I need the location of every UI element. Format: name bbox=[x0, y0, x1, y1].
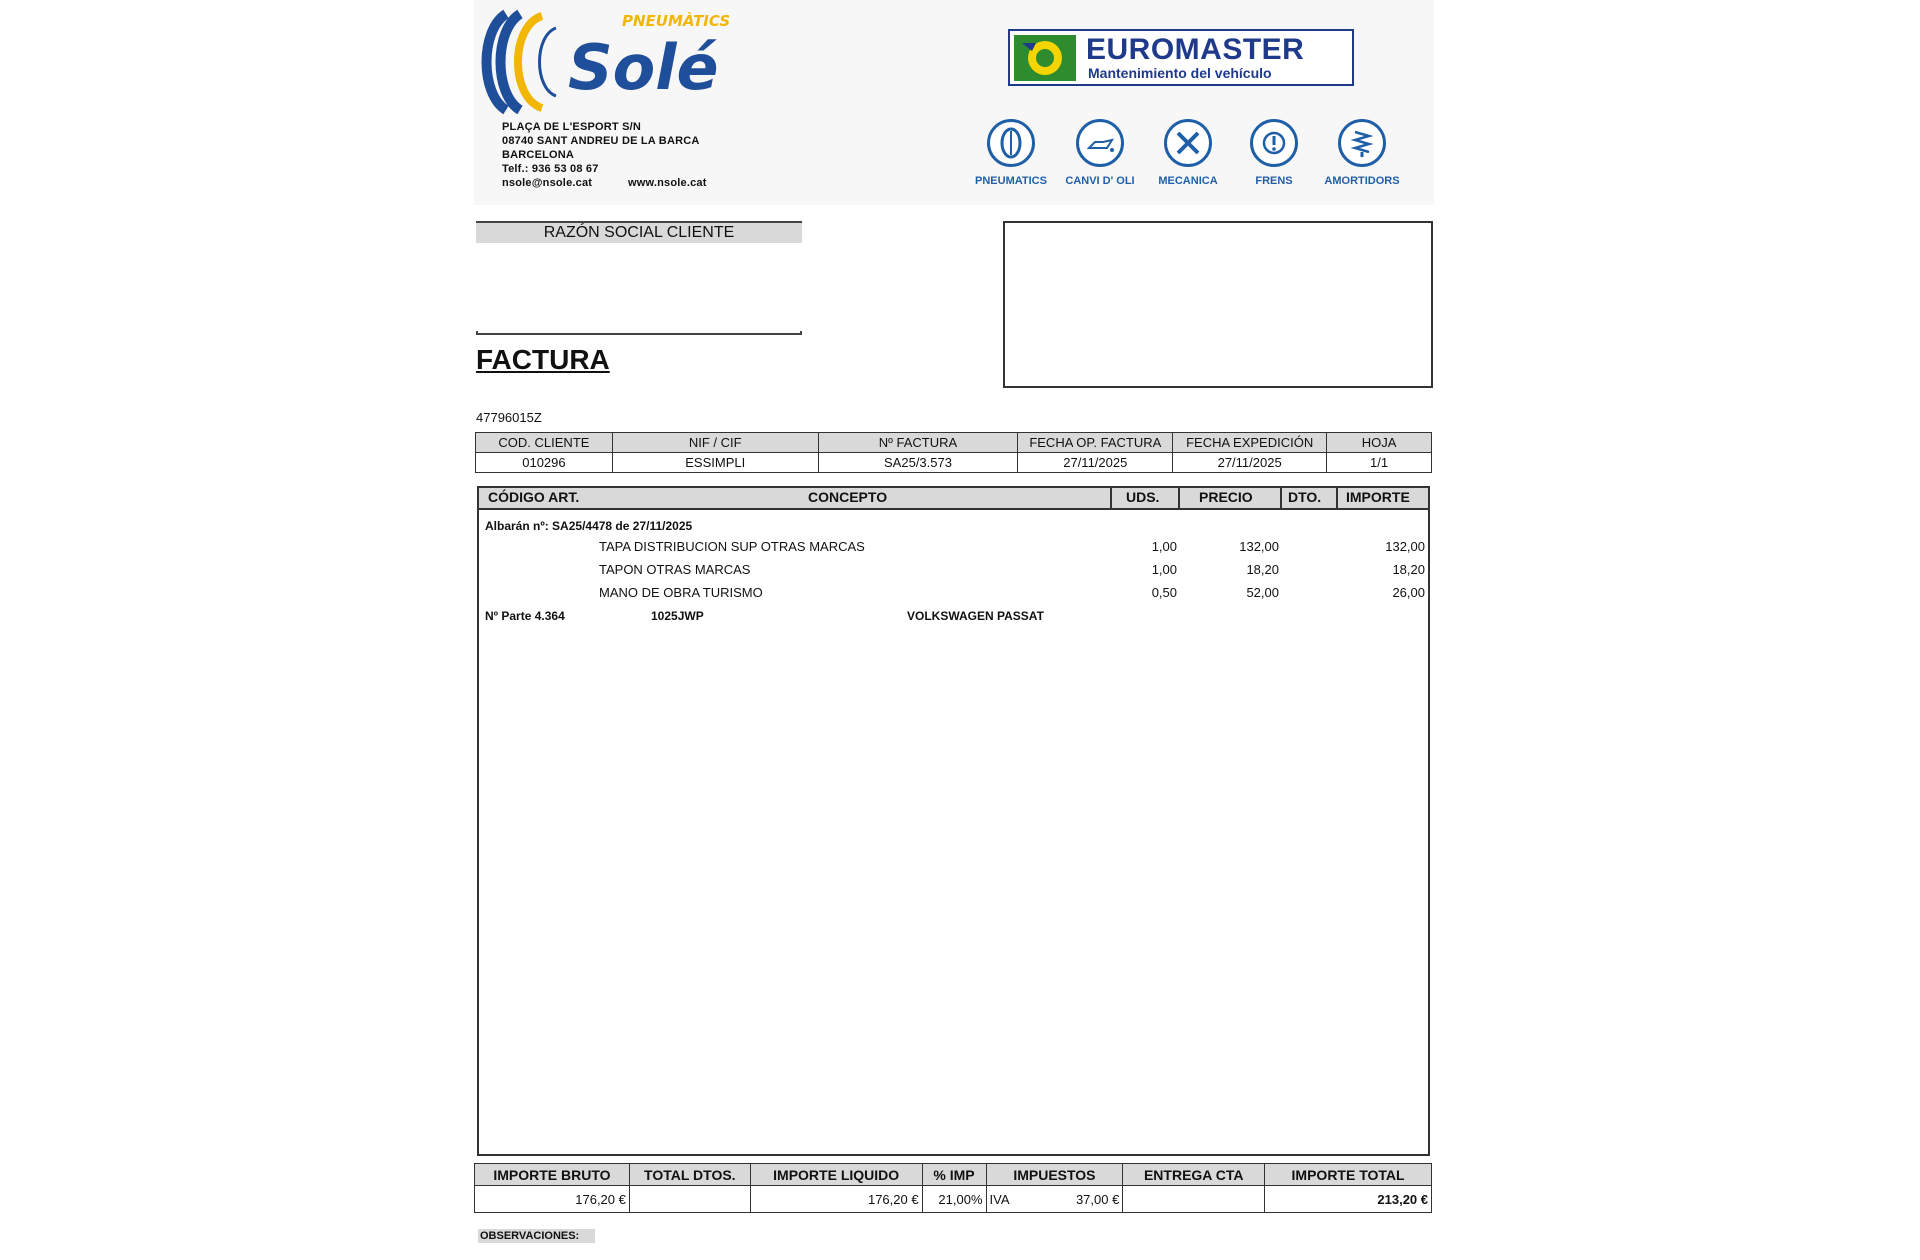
table-header-row bbox=[475, 1164, 1432, 1186]
sole-logo bbox=[476, 6, 752, 118]
tax-name: IVA bbox=[989, 1191, 1010, 1207]
line-item-amount: 18,20 bbox=[1392, 562, 1425, 577]
column-header: Nº FACTURA bbox=[818, 433, 1018, 453]
column-header: COD. CLIENTE bbox=[476, 433, 613, 453]
line-item-description: TAPA DISTRIBUCION SUP OTRAS MARCAS bbox=[599, 539, 865, 554]
issue-date: 27/11/2025 bbox=[1173, 453, 1327, 473]
tax-cell bbox=[986, 1186, 1123, 1213]
vehicle-plate: 1025JWP bbox=[651, 609, 704, 623]
company-address-line: BARCELONA bbox=[502, 149, 575, 161]
column-header: FECHA OP. FACTURA bbox=[1018, 433, 1173, 453]
service-pneumatics bbox=[966, 119, 1056, 187]
column-header: HOJA bbox=[1327, 433, 1432, 453]
company-web: www.nsole.cat bbox=[628, 177, 707, 189]
nif-cif: ESSIMPLI bbox=[612, 453, 818, 473]
invoice-info-table bbox=[475, 432, 1432, 473]
column-header: IMPORTE BRUTO bbox=[475, 1164, 630, 1186]
column-header-discount: DTO. bbox=[1288, 489, 1322, 505]
column-divider bbox=[1336, 488, 1338, 510]
service-label: FRENS bbox=[1255, 175, 1293, 187]
column-divider bbox=[1280, 488, 1282, 510]
client-address-box bbox=[1003, 221, 1433, 388]
company-email: nsole@nsole.cat bbox=[502, 177, 593, 189]
euromaster-name: EUROMASTER bbox=[1086, 33, 1305, 66]
oil-can-icon bbox=[1076, 119, 1124, 167]
line-item-units: 1,00 bbox=[1151, 539, 1177, 554]
table-row bbox=[476, 453, 1432, 473]
euromaster-tagline: Mantenimiento del vehículo bbox=[1088, 65, 1272, 81]
vehicle-model: VOLKSWAGEN PASSAT bbox=[907, 609, 1044, 623]
spring-icon bbox=[1338, 119, 1386, 167]
column-header-amount: IMPORTE bbox=[1346, 489, 1410, 505]
line-item-price: 132,00 bbox=[1239, 539, 1279, 554]
brand-top-text: PNEUMÀTICS bbox=[622, 12, 731, 30]
brand-name-text: Solé bbox=[568, 31, 719, 104]
line-item-description: TAPON OTRAS MARCAS bbox=[599, 562, 751, 577]
service-shock-absorbers bbox=[1317, 119, 1407, 187]
euromaster-logo bbox=[1008, 29, 1354, 86]
column-header: % IMP bbox=[922, 1164, 986, 1186]
client-code: 010296 bbox=[476, 453, 613, 473]
payment-on-account bbox=[1123, 1186, 1265, 1213]
tax-percent: 21,00% bbox=[922, 1186, 986, 1213]
table-header-row bbox=[476, 433, 1432, 453]
tyre-icon bbox=[987, 119, 1035, 167]
client-nif: 47796015Z bbox=[476, 410, 542, 425]
column-header: TOTAL DTOS. bbox=[629, 1164, 750, 1186]
column-header-code: CÓDIGO ART. bbox=[488, 489, 580, 505]
service-label: AMORTIDORS bbox=[1324, 175, 1400, 187]
table-row bbox=[475, 1186, 1432, 1213]
page-number: 1/1 bbox=[1327, 453, 1432, 473]
observations-label: OBSERVACIONES: bbox=[478, 1229, 595, 1243]
line-item-price: 52,00 bbox=[1246, 585, 1279, 600]
total-discounts bbox=[629, 1186, 750, 1213]
wrench-screwdriver-icon bbox=[1164, 119, 1212, 167]
line-item-amount: 132,00 bbox=[1385, 539, 1425, 554]
column-divider bbox=[1178, 488, 1180, 510]
document-title: FACTURA bbox=[476, 344, 610, 375]
net-amount: 176,20 € bbox=[750, 1186, 922, 1213]
total-amount: 213,20 € bbox=[1265, 1186, 1432, 1213]
line-item-units: 0,50 bbox=[1151, 585, 1177, 600]
line-item-description: MANO DE OBRA TURISMO bbox=[599, 585, 763, 600]
tax-amount: 37,00 € bbox=[1075, 1191, 1120, 1207]
column-header-price: PRECIO bbox=[1199, 489, 1253, 505]
brake-warning-icon bbox=[1250, 119, 1298, 167]
column-header-units: UDS. bbox=[1126, 489, 1160, 505]
totals-table bbox=[474, 1163, 1432, 1213]
service-mechanics bbox=[1143, 119, 1233, 187]
service-label: MECANICA bbox=[1158, 175, 1218, 187]
column-header: IMPORTE LIQUIDO bbox=[750, 1164, 922, 1186]
invoice-lines-header bbox=[479, 488, 1428, 510]
invoice-number: SA25/3.573 bbox=[818, 453, 1018, 473]
service-label: CANVI D' OLI bbox=[1065, 175, 1135, 187]
line-item-amount: 26,00 bbox=[1392, 585, 1425, 600]
company-phone: Telf.: 936 53 08 67 bbox=[502, 163, 599, 175]
company-address-line: 08740 SANT ANDREU DE LA BARCA bbox=[502, 135, 700, 147]
operation-date: 27/11/2025 bbox=[1018, 453, 1173, 473]
box-gap bbox=[476, 243, 478, 331]
column-header: NIF / CIF bbox=[612, 433, 818, 453]
column-header: FECHA EXPEDICIÓN bbox=[1173, 433, 1327, 453]
service-brakes bbox=[1229, 119, 1319, 187]
column-divider bbox=[1110, 488, 1112, 510]
column-header-concept: CONCEPTO bbox=[808, 489, 888, 505]
line-item-price: 18,20 bbox=[1246, 562, 1279, 577]
client-name-label: RAZÓN SOCIAL CLIENTE bbox=[543, 224, 735, 241]
line-item-units: 1,00 bbox=[1151, 562, 1177, 577]
euromaster-emblem-icon bbox=[1014, 35, 1076, 81]
box-gap bbox=[800, 243, 802, 331]
gross-amount: 176,20 € bbox=[475, 1186, 630, 1213]
column-header: ENTREGA CTA bbox=[1123, 1164, 1265, 1186]
service-oil-change bbox=[1055, 119, 1145, 187]
column-header: IMPORTE TOTAL bbox=[1265, 1164, 1432, 1186]
column-header: IMPUESTOS bbox=[986, 1164, 1123, 1186]
work-order-number: Nº Parte 4.364 bbox=[485, 609, 565, 623]
service-label: PNEUMATICS bbox=[975, 175, 1047, 187]
company-address-line: PLAÇA DE L'ESPORT S/N bbox=[502, 121, 642, 133]
delivery-note-reference: Albarán nº: SA25/4478 de 27/11/2025 bbox=[485, 519, 693, 533]
